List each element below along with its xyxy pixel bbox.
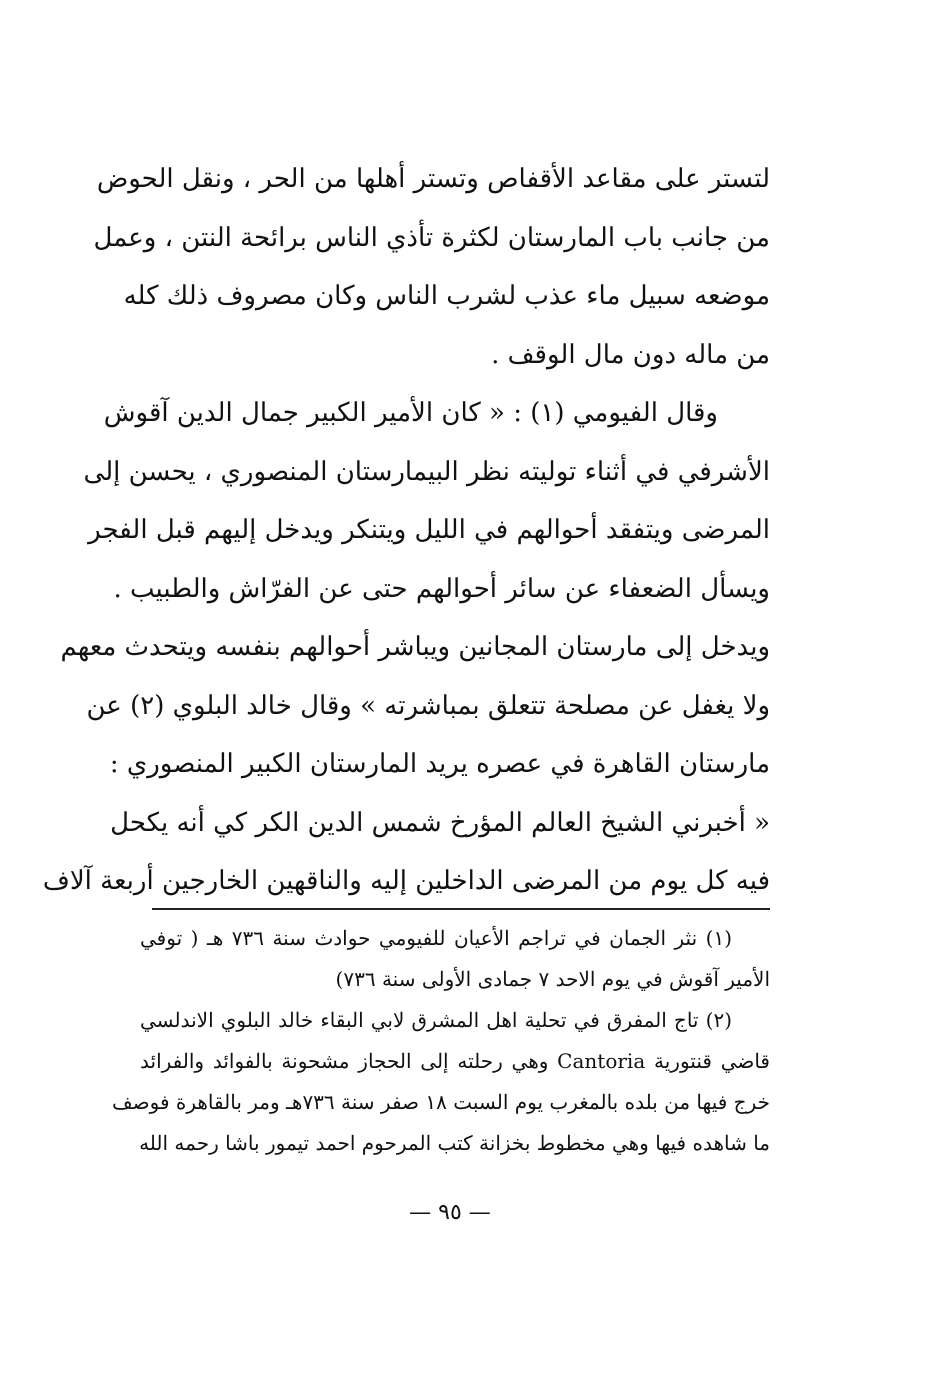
page-number: — ٩٥ — bbox=[409, 1200, 491, 1225]
footnote-line: ما شاهده فيها وهي مخطوط بخزانة كتب المرحوم احمد تيمور باشا رحمه الله bbox=[139, 1131, 770, 1155]
footnote-line: (١) نثر الجمان في تراجم الأعيان للفيومي حوادث سنة ٧٣٦ هـ ( توفي bbox=[140, 926, 732, 950]
text-line: ويسأل الضعفاء عن سائر أحوالهم حتى عن الفرّاش والطبيب . bbox=[113, 573, 770, 604]
text-line: موضعه سبيل ماء عذب لشرب الناس وكان مصروف ذلك كله bbox=[123, 281, 770, 311]
text-line: وقال الفيومي (١) : « كان الأمير الكبير جمال الدين آقوش bbox=[103, 398, 718, 428]
footnote-line: خرج فيها من بلده بالمغرب يوم السبت ١٨ صفر سنة ٧٣٦هـ ومر بالقاهرة فوصف bbox=[111, 1090, 770, 1114]
footnote-line: (٢) تاج المفرق في تحلية اهل المشرق لابي البقاء خالد البلوي الاندلسي bbox=[140, 1008, 732, 1032]
text-line: المرضى ويتفقد أحوالهم في الليل ويتنكر ويدخل إليهم قبل الفجر bbox=[88, 515, 770, 545]
text-line: ويدخل إلى مارستان المجانين ويباشر أحوالهم بنفسه ويتحدث معهم bbox=[60, 632, 770, 662]
text-line: فيه كل يوم من المرضى الداخلين إليه والناقهين الخارجين أربعة آلاف bbox=[42, 866, 770, 896]
text-line: مارستان القاهرة في عصره يريد المارستان الكبير المنصوري : bbox=[109, 749, 770, 779]
text-line: « أخبرني الشيخ العالم المؤرخ شمس الدين الكر كي أنه يكحل bbox=[110, 807, 770, 838]
text-line: من ماله دون مال الوقف . bbox=[491, 339, 770, 370]
text-line: الأشرفي في أثناء توليته نظر البيمارستان المنصوري ، يحسن إلى bbox=[83, 456, 770, 487]
text-line: من جانب باب المارستان لكثرة تأذي الناس برائحة النتن ، وعمل bbox=[93, 222, 770, 253]
footnote-line: الأمير آقوش في يوم الاحد ٧ جمادى الأولى سنة ٧٣٦) bbox=[335, 967, 770, 991]
footnotes bbox=[111, 918, 770, 1164]
footnote-divider bbox=[152, 908, 770, 910]
text-line: ولا يغفل عن مصلحة تتعلق بمباشرته » وقال خالد البلوي (٢) عن bbox=[86, 690, 770, 721]
footnote-line: قاضي قنتورية Cantoria وهي رحلته إلى الحجاز مشحونة بالفوائد والفرائد bbox=[140, 1049, 770, 1073]
text-line: لتستر على مقاعد الأقفاص وتستر أهلها من الحر ، ونقل الحوض bbox=[96, 164, 770, 194]
main-text bbox=[42, 150, 770, 911]
